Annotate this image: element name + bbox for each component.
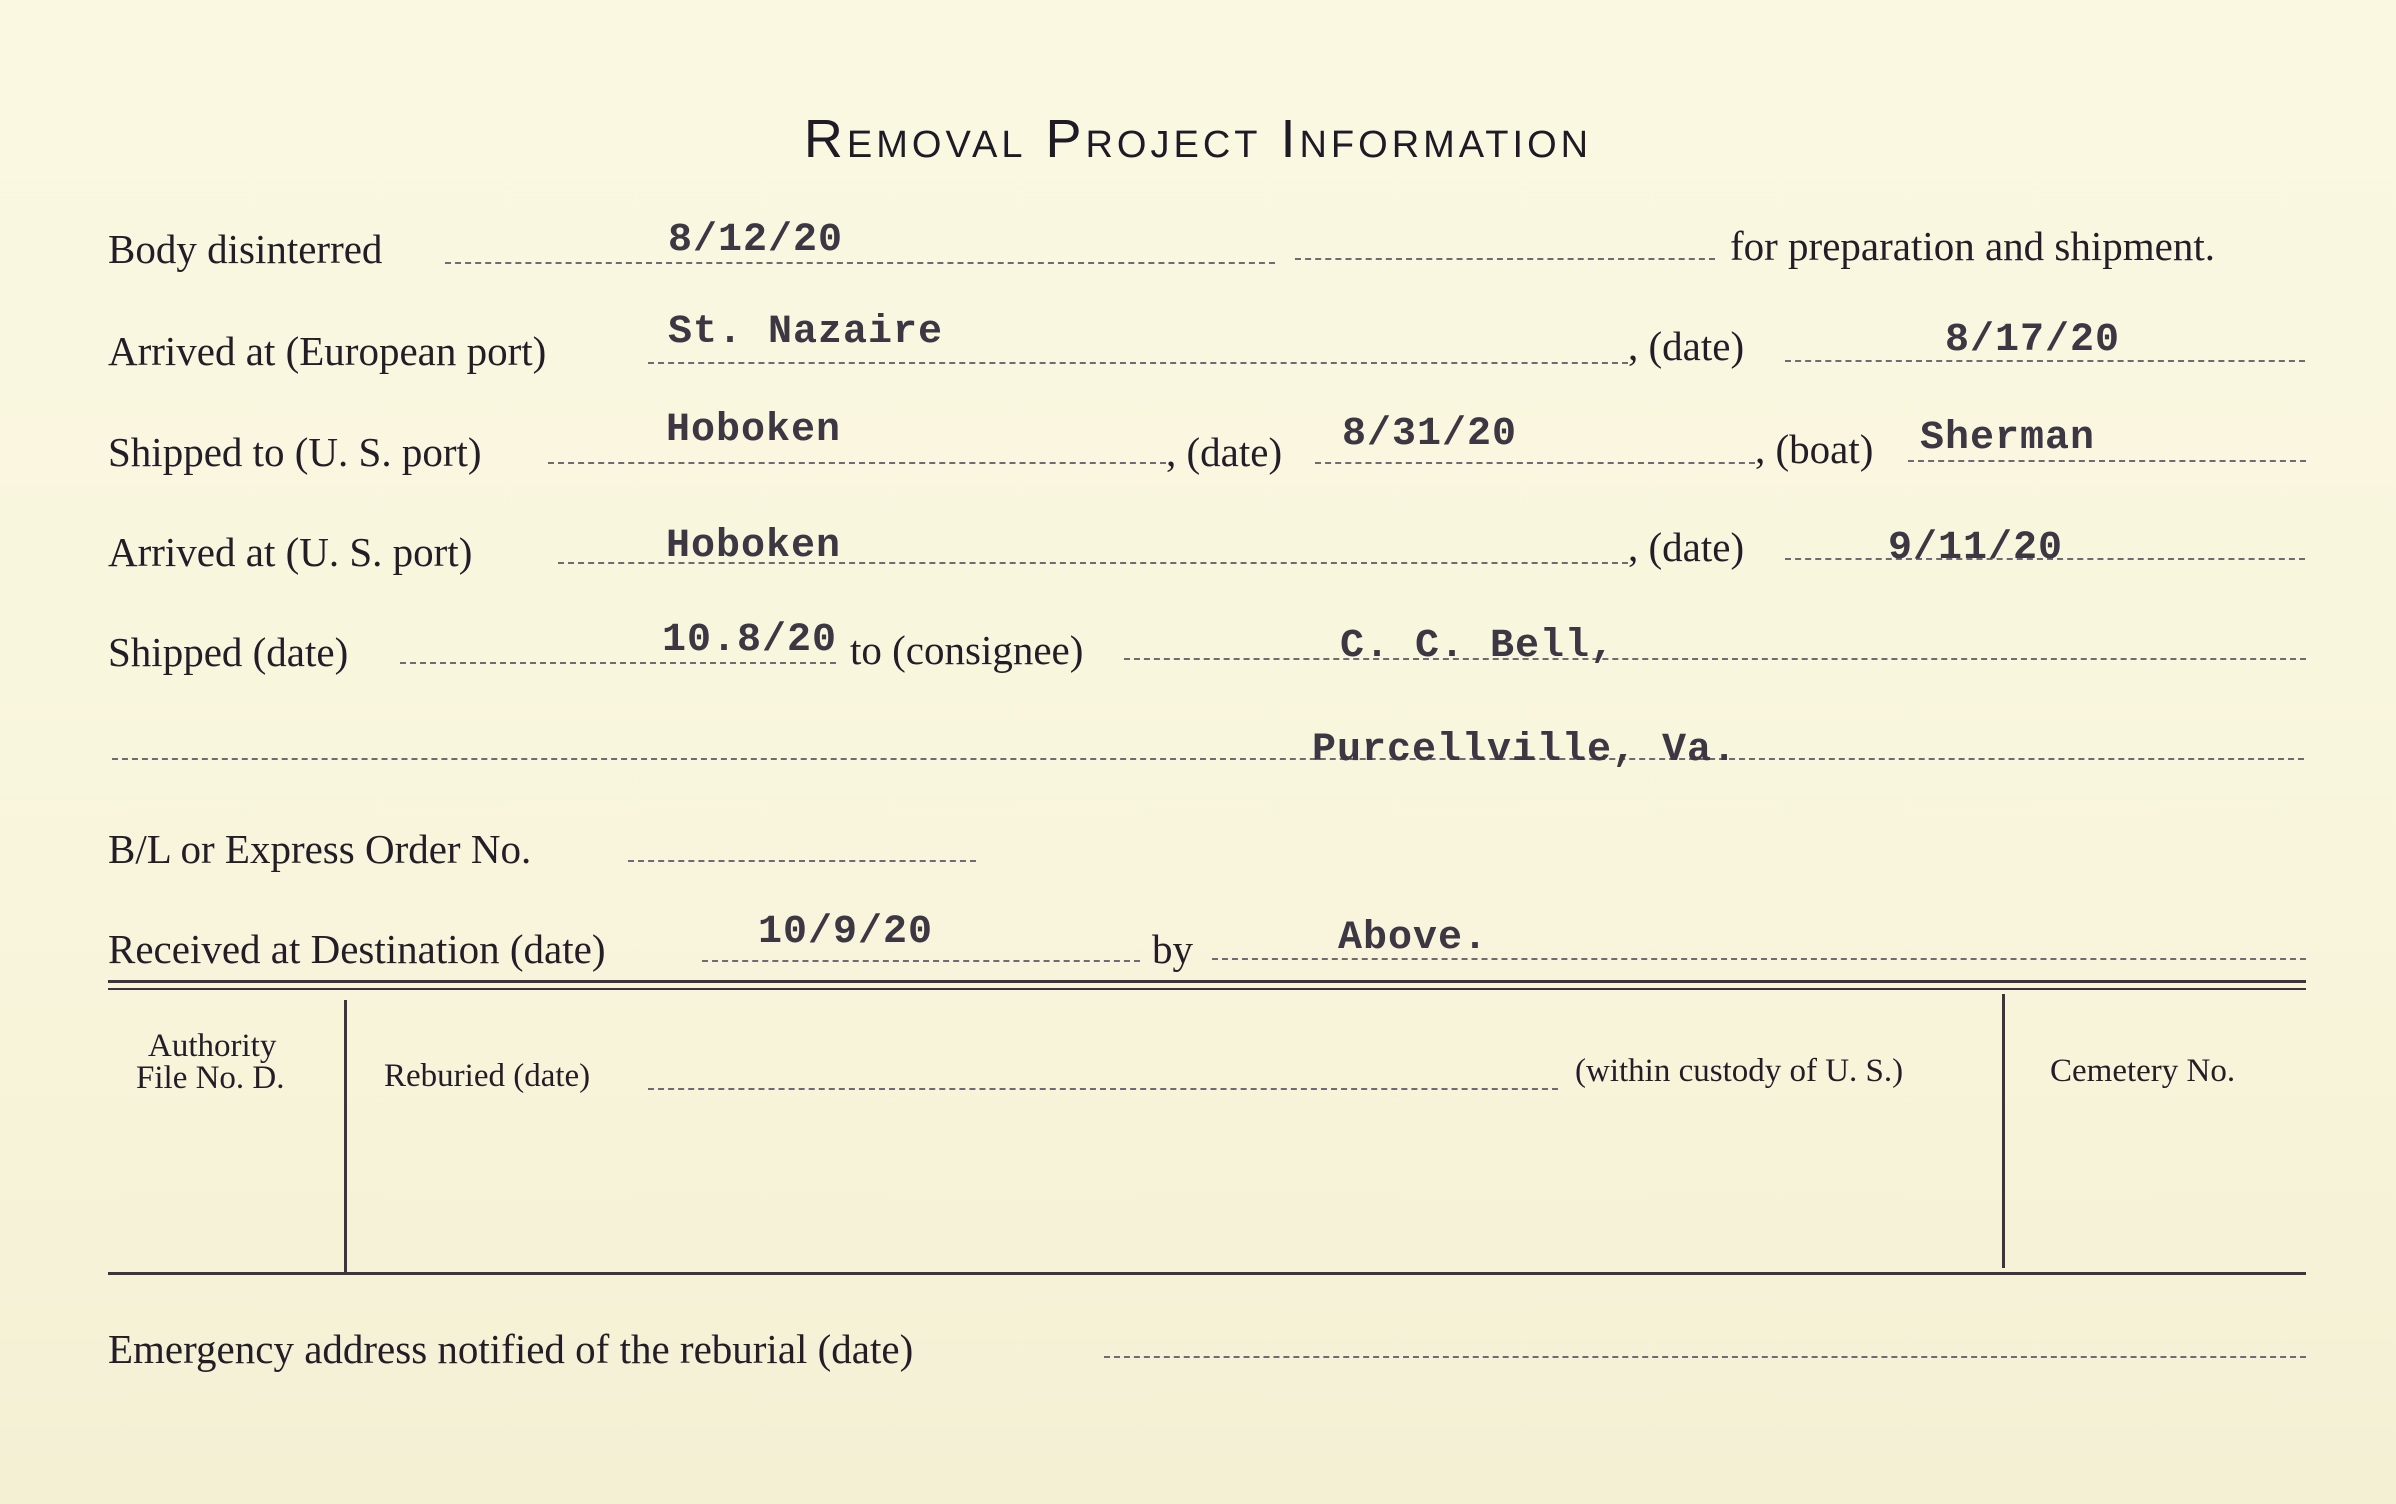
shipped-us-date-label: , (date) xyxy=(1166,429,1283,475)
euro-port-date-label: , (date) xyxy=(1628,323,1745,369)
disinterred-label: Body disinterred xyxy=(108,226,383,272)
received-by-value: Above. xyxy=(1338,916,1489,961)
shipped-us-label: Shipped to (U. S. port) xyxy=(108,429,482,475)
shipped-us-boat-value: Sherman xyxy=(1920,416,2096,461)
reburied-line xyxy=(648,1088,1558,1090)
euro-port-value: St. Nazaire xyxy=(668,310,944,355)
disinterred-line xyxy=(445,262,1275,264)
box-top-rule xyxy=(108,980,2306,983)
bl-order-label: B/L or Express Order No. xyxy=(108,826,532,872)
box-top-rule-2 xyxy=(108,988,2306,990)
emergency-line xyxy=(1104,1356,2306,1358)
arrived-us-date-value: 9/11/20 xyxy=(1888,526,2064,571)
disinterred-suffix: for preparation and shipment. xyxy=(1730,223,2216,269)
euro-port-line xyxy=(648,362,1628,364)
consignee-value: C. C. Bell, xyxy=(1340,624,1616,669)
shipped-us-line xyxy=(548,462,1166,464)
file-no-label: File No. D. xyxy=(136,1060,285,1096)
shipped-date-label: Shipped (date) xyxy=(108,629,349,675)
box-bottom-rule xyxy=(108,1272,2306,1275)
consignee-address-value: Purcellville, Va. xyxy=(1312,728,1738,773)
arrived-us-label: Arrived at (U. S. port) xyxy=(108,529,473,575)
authority-label: Authority xyxy=(148,1028,277,1064)
consignee-line-2 xyxy=(112,758,2304,760)
reburied-label: Reburied (date) xyxy=(384,1058,591,1094)
euro-port-label: Arrived at (European port) xyxy=(108,328,547,374)
received-date-value: 10/9/20 xyxy=(758,910,934,955)
box-divider-right xyxy=(2002,994,2005,1268)
box-divider-left xyxy=(344,1000,347,1272)
received-line xyxy=(702,960,1140,962)
arrived-us-date-label: , (date) xyxy=(1628,524,1745,570)
shipped-us-value: Hoboken xyxy=(666,408,842,453)
custody-label: (within custody of U. S.) xyxy=(1575,1053,1904,1089)
disinterred-line-2 xyxy=(1295,258,1715,260)
received-by-label: by xyxy=(1152,926,1193,972)
emergency-label: Emergency address notified of the reburial (date) xyxy=(108,1326,914,1372)
form-title: Removal Project Information xyxy=(803,109,1593,169)
bl-order-line xyxy=(628,860,976,862)
disinterred-date-value: 8/12/20 xyxy=(668,218,844,263)
shipped-us-boat-label: , (boat) xyxy=(1755,426,1874,472)
shipped-us-date-line xyxy=(1315,462,1755,464)
received-label: Received at Destination (date) xyxy=(108,926,606,972)
consignee-label: to (consignee) xyxy=(850,627,1084,673)
shipped-us-date-value: 8/31/20 xyxy=(1342,412,1518,457)
arrived-us-value: Hoboken xyxy=(666,524,842,569)
shipped-date-value: 10.8/20 xyxy=(662,618,838,663)
cemetery-no-label: Cemetery No. xyxy=(2050,1053,2236,1089)
euro-port-date-value: 8/17/20 xyxy=(1945,318,2121,363)
consignee-line xyxy=(1124,658,2306,660)
